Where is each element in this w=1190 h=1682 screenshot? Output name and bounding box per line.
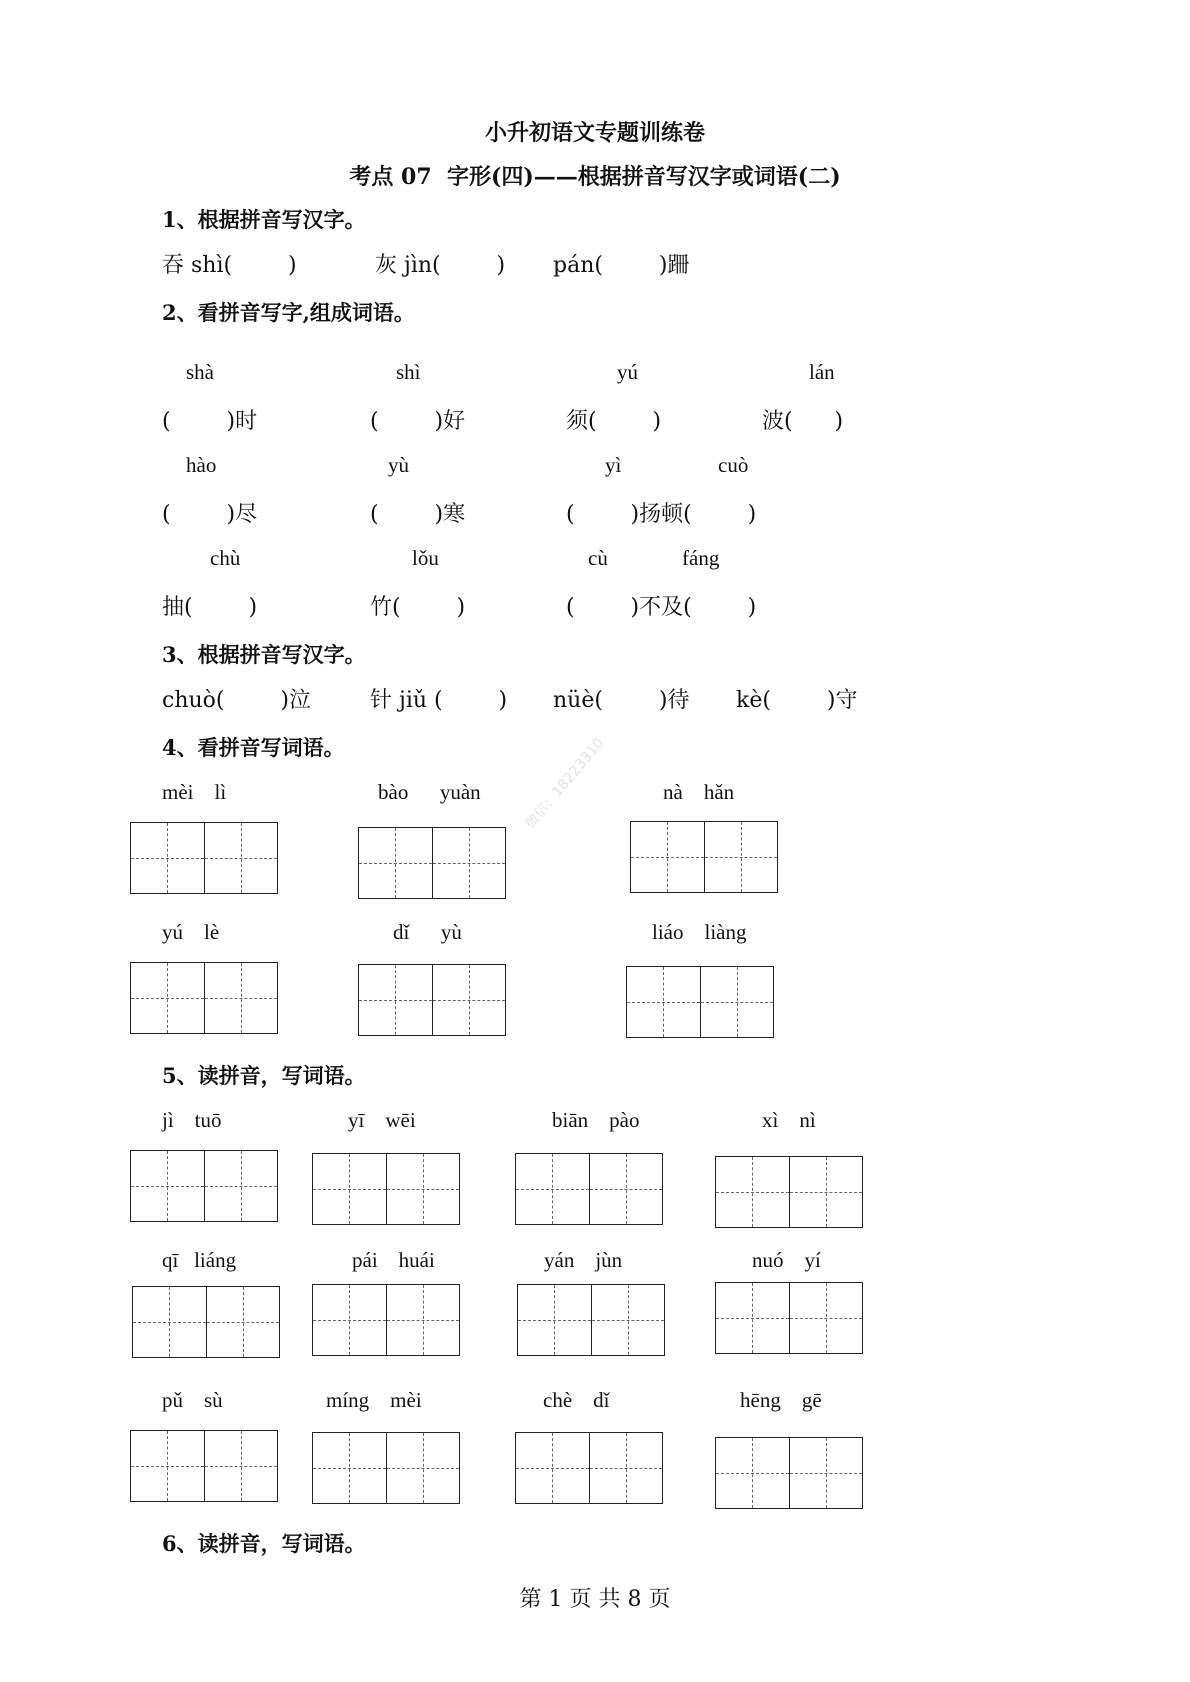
question-5-heading: 5、读拼音，写词语。 bbox=[162, 1063, 366, 1088]
q2-word: 抽( ) bbox=[162, 595, 258, 620]
q5-pinyin: pái huái bbox=[352, 1248, 435, 1272]
q4-pinyin: liáo liàng bbox=[652, 920, 747, 944]
question-1-heading: 1、根据拼音写汉字。 bbox=[162, 207, 366, 232]
q5-pinyin: pǔ sù bbox=[162, 1388, 223, 1412]
page-subtitle: 考点 07 字形(四)——根据拼音写汉字或词语(二) bbox=[349, 164, 841, 190]
writing-grid[interactable] bbox=[130, 962, 278, 1034]
q2-pinyin: yì bbox=[605, 453, 622, 477]
writing-grid[interactable] bbox=[630, 821, 778, 893]
q2-pinyin: shà bbox=[186, 360, 214, 384]
writing-grid[interactable] bbox=[130, 1430, 278, 1502]
q4-pinyin: yú lè bbox=[162, 920, 220, 944]
q5-pinyin: qī liáng bbox=[162, 1248, 237, 1272]
q2-pinyin: fáng bbox=[682, 546, 720, 570]
q3-item: kè( )守 bbox=[736, 688, 858, 713]
writing-grid[interactable] bbox=[715, 1156, 863, 1228]
q2-word: 竹( ) bbox=[370, 595, 466, 620]
q2-word: 须( ) bbox=[566, 409, 662, 434]
writing-grid[interactable] bbox=[515, 1432, 663, 1504]
q5-pinyin: hēng gē bbox=[740, 1388, 822, 1412]
writing-grid[interactable] bbox=[515, 1153, 663, 1225]
writing-grid[interactable] bbox=[130, 1150, 278, 1222]
q2-word: ( )寒 bbox=[370, 502, 466, 527]
writing-grid[interactable] bbox=[715, 1437, 863, 1509]
q2-pinyin: cù bbox=[588, 546, 608, 570]
writing-grid[interactable] bbox=[715, 1282, 863, 1354]
q5-pinyin: yī wēi bbox=[348, 1108, 416, 1132]
q2-word: ( )不及( ) bbox=[566, 595, 757, 620]
q2-word: ( )尽 bbox=[162, 502, 258, 527]
page-footer: 第 1 页 共 8 页 bbox=[519, 1587, 671, 1612]
q2-pinyin: yù bbox=[388, 453, 409, 477]
writing-grid[interactable] bbox=[358, 964, 506, 1036]
question-2-heading: 2、看拼音写字,组成词语。 bbox=[162, 300, 415, 325]
q3-item: nüè( )待 bbox=[553, 688, 690, 713]
q3-item: 针 jiǔ ( ) bbox=[370, 688, 508, 713]
writing-grid[interactable] bbox=[132, 1286, 280, 1358]
q5-pinyin: biān pào bbox=[552, 1108, 640, 1132]
q5-pinyin: chè dǐ bbox=[543, 1388, 610, 1412]
q5-pinyin: nuó yí bbox=[752, 1248, 821, 1272]
q2-word: 波( ) bbox=[762, 409, 844, 434]
question-3-heading: 3、根据拼音写汉字。 bbox=[162, 642, 366, 667]
q2-pinyin: shì bbox=[396, 360, 421, 384]
q5-pinyin: yán jùn bbox=[544, 1248, 623, 1272]
q4-pinyin: nà hǎn bbox=[663, 780, 735, 804]
writing-grid[interactable] bbox=[130, 822, 278, 894]
writing-grid[interactable] bbox=[358, 827, 506, 899]
q2-word: ( )扬顿( ) bbox=[566, 502, 757, 527]
watermark: 微信：18223310 bbox=[522, 735, 608, 833]
q5-pinyin: jì tuō bbox=[162, 1108, 222, 1132]
question-6-heading: 6、读拼音，写词语。 bbox=[162, 1531, 366, 1556]
q1-item: 吞 shì( ) bbox=[162, 253, 297, 278]
q2-pinyin: cuò bbox=[718, 453, 749, 477]
page-title: 小升初语文专题训练卷 bbox=[484, 120, 705, 146]
q5-pinyin: xì nì bbox=[762, 1108, 816, 1132]
q1-item: 灰 jìn( ) bbox=[375, 253, 506, 278]
writing-grid[interactable] bbox=[312, 1153, 460, 1225]
question-4-heading: 4、看拼音写词语。 bbox=[162, 735, 345, 760]
q4-pinyin: mèi lì bbox=[162, 780, 227, 804]
q2-pinyin: hào bbox=[186, 453, 217, 477]
q4-pinyin: dǐ yù bbox=[393, 920, 462, 944]
writing-grid[interactable] bbox=[312, 1432, 460, 1504]
q2-pinyin: yú bbox=[617, 360, 638, 384]
q2-word: ( )好 bbox=[370, 409, 466, 434]
q4-pinyin: bào yuàn bbox=[378, 780, 481, 804]
q3-item: chuò( )泣 bbox=[162, 688, 312, 713]
q2-pinyin: lán bbox=[809, 360, 835, 384]
q2-word: ( )时 bbox=[162, 409, 258, 434]
writing-grid[interactable] bbox=[312, 1284, 460, 1356]
q1-item: pán( )跚 bbox=[553, 253, 690, 278]
writing-grid[interactable] bbox=[517, 1284, 665, 1356]
writing-grid[interactable] bbox=[626, 966, 774, 1038]
q2-pinyin: chù bbox=[210, 546, 241, 570]
q5-pinyin: míng mèi bbox=[326, 1388, 422, 1412]
q2-pinyin: lǒu bbox=[412, 546, 439, 570]
